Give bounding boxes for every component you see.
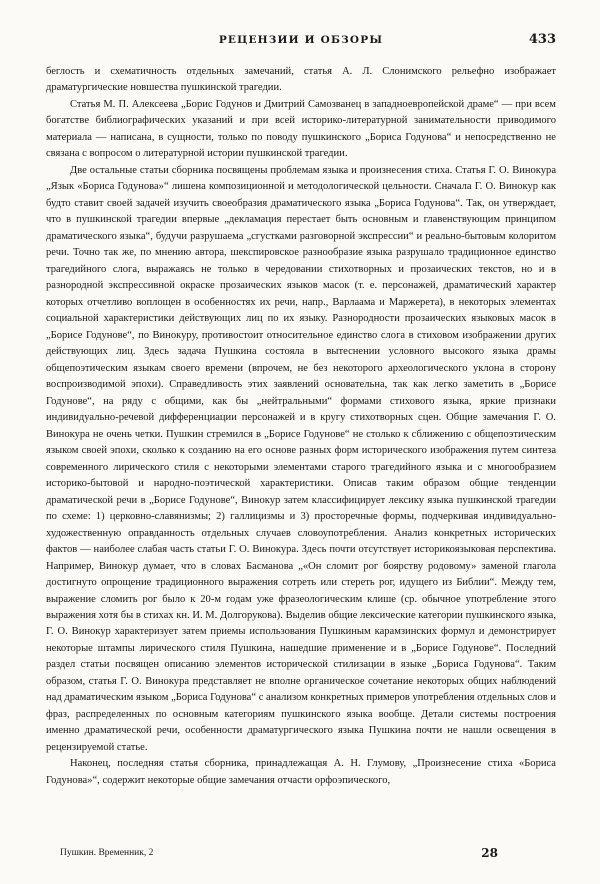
page-header bbox=[46, 34, 556, 54]
paragraph-1: беглость и схематичность отдельных замечаний, статья А. Л. Слонимского рельефно изображает драматургические новшества пушкинской трагедии. bbox=[46, 66, 556, 94]
page-number: 433 bbox=[528, 32, 556, 47]
page-footer bbox=[46, 848, 556, 864]
body-text bbox=[46, 64, 556, 789]
paragraph-2: Статья М. П. Алексеева „Борис Годунов и Дмитрий Самозванец в западноевропейской драме“ — при всем богатстве библиографических указаний и при всей историко-литературной занимательности приводимого материала — написана, в сущности, только по поводу пушкинского „Бориса Годунова“ и непосредственно не связана с вопросом о литературной истории пушкинской трагедии. bbox=[46, 98, 556, 160]
signature-mark: Пушкин. Временник, 2 bbox=[60, 848, 154, 858]
paragraph-3: Две остальные статьи сборника посвящены проблемам языка и произнесения стиха. Статья Г. О. Винокура „Язык «Бориса Годунова»“ лишена композиционной и методологической цельности. Сначала Г. О. Винокур как будто ставит своей задачей изучить своеобразия драматического языка „Бориса Годунова“. Так, он утверждает, что в пушкинской трагедии впервые „декламация перестает быть основным и главенствующим принципом драматического языка“, будучи разрушаема „сгустками разговорной экспрессии“ и реально-бытовым колоритом речи. Точно так же, по мнению автора, шекспировское разнообразие языка разрушало традиционное единство трагедийного слога, выражаясь не только в чередовании стихотворных и прозаических текстов, но и в разнородной экспрессивной окраске прозаических языков масок (т. е. персонажей, драматический характер которых отчетливо воплощен в особенностях их речи, напр., Варлаама и Маржерета), в некоторых элементах социальной характеристики действующих лиц по их языку. Разнородности прозаических языковых масок в „Борисе Годунове“, по Винокуру, противостоит относительное единство слога в стиховом изображении других действующих лиц. Здесь задача Пушкина состояла в вытеснении условного высокого языка драмы общепоэтическим языкам своего времени (впрочем, не без некоторого археологического уклона в сторону воспроизводимой эпохи). Справедливость этих заявлений основательна, так как легко заметить в „Борисе Годунове“, на ряду с общими, как бы „нейтральными“ формами стихового языка, яркие признаки индивидуально-речевой дифференциации персонажей и в кругу стихотворных сцен. Общие замечания Г. О. Винокура не очень четки. Пушкин стремился в „Борисе Годунове“ не столько к сближению с общепоэтическим языком своей эпохи, сколько к созданию на его основе разных форм исторического изображения путем синтеза современного лирического стиля с некоторыми элементами старого трагедийного языка и с многообразием историко-бытовой и народно-поэтической характеристики. Описав таким образом общие тенденции драматической речи в „Борисе Годунове“, Винокур затем классифицирует лексику языка пушкинской трагедии по схеме: 1) церковно-славянизмы; 2) галлицизмы и 3) просторечные формы, подчеркивая индивидуально-художественную оправданность отдельных случаев словоупотребления. Анализ конкретных исторических фактов — наиболее слабая часть статьи Г. О. Винокура. Здесь почти отсутствует историкоязыковая перспектива. Например, Винокур думает, что в словах Басманова „«Он сломит рог боярству родовому» заменой глагола достигнуто опрощение традиционного выражения сотреть или стереть рог, идущего из Библии“. Между тем, выражение сломить рог было к 20-м годам уже фразеологическим клише (ср. обычное употребление этого выражения хотя бы в стихах кн. И. М. Долгорукова). Выделив общие лексические категории пушкинского языка, Г. О. Винокур характеризует затем приемы использования Пушкиным карамзинских формул и демонстрирует некоторые штампы лирического стиля Пушкина, нашедшие применение и в „Борисе Годунове“. Последний раздел статьи посвящен описанию элементов исторической стилизации в языке „Бориса Годунова“. Таким образом, статья Г. О. Винокура представляет не вполне органическое сочетание некоторых общих наблюдений над драматическим языком „Бориса Годунова“ с анализом конкретных примеров употребления отдельных слов и фраз, распределенных по основным категориям пушкинского языка вообще. Детали системы построения именно драматической речи, особенности драматургического языка Пушкина почти не нашли освещения в рецензируемой статье. bbox=[46, 164, 556, 753]
book-page bbox=[46, 0, 556, 884]
signature-number: 28 bbox=[481, 846, 498, 860]
running-title: РЕЦЕНЗИИ И ОБЗОРЫ bbox=[218, 34, 384, 46]
paragraph-4: Наконец, последняя статья сборника, принадлежащая А. Н. Глумову, „Произнесение стиха «Бориса Годунова»“, содержит некоторые общие замечания отчасти орфоэпического, bbox=[46, 758, 556, 786]
